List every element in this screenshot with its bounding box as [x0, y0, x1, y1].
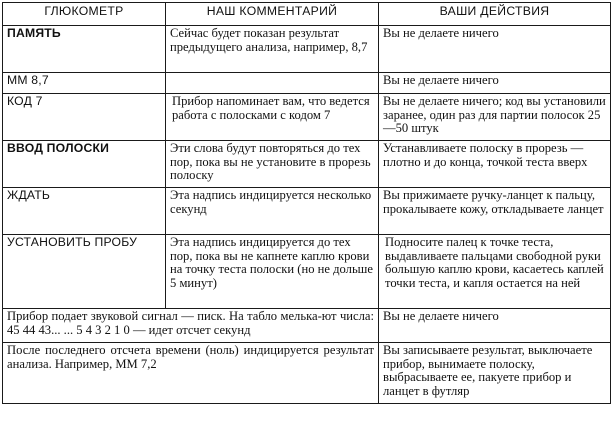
merged-description-text: Прибор подает звуковой сигнал — писк. На табло мелька-ют числа: 45 44 43... ... 5 4 3 2 1 0 — идет отсчет секунд [3, 309, 379, 343]
comment-text: Эта надпись индицируется до тех пор, пока вы не капнете каплю крови на точку теста полоски (но не дольше 5 минут) [166, 235, 379, 309]
table-row [3, 141, 611, 188]
action-text: Устанавливаете полоску в прорезь — плотно и до конца, точкой теста вверх [379, 141, 611, 188]
action-text: Вы не делаете ничего [379, 309, 611, 343]
comment-text: Сейчас будет показан результат предыдущего анализа, например, 8,7 [166, 26, 379, 73]
action-text: Подносите палец к точке теста, выдавливаете пальцами свободной руки большую каплю крови, касаетесь каплей точки теста, и капля остается на ней [379, 235, 611, 309]
table-header-row [3, 3, 611, 26]
action-text: Вы не делаете ничего [379, 26, 611, 73]
action-text: Вы записываете результат, выключаете прибор, вынимаете полоску, выбрасываете ее, пакуете прибор и ланцет в футляр [379, 343, 611, 404]
device-display-text: КОД 7 [3, 94, 166, 141]
comment-text [166, 73, 379, 94]
comment-text: Прибор напоминает вам, что ведется работа с полосками с кодом 7 [166, 94, 379, 141]
table-row [3, 309, 611, 343]
header-comment: НАШ КОММЕНТАРИЙ [166, 3, 379, 26]
header-glucometer: ГЛЮКОМЕТР [3, 3, 166, 26]
glucometer-instructions-table [2, 2, 611, 404]
header-actions: ВАШИ ДЕЙСТВИЯ [379, 3, 611, 26]
action-text: Вы прижимаете ручку-ланцет к пальцу, прокалываете кожу, откладываете ланцет [379, 188, 611, 235]
device-display-text: ВВОД ПОЛОСКИ [3, 141, 166, 188]
table-row [3, 235, 611, 309]
device-display-text: ММ 8,7 [3, 73, 166, 94]
table-row [3, 94, 611, 141]
table-row [3, 343, 611, 404]
comment-text: Эта надпись индицируется несколько секунд [166, 188, 379, 235]
action-text: Вы не делаете ничего [379, 73, 611, 94]
merged-description-text: После последнего отсчета времени (ноль) индицируется результат анализа. Например, ММ 7,2 [3, 343, 379, 404]
table-row [3, 188, 611, 235]
table-row [3, 73, 611, 94]
action-text: Вы не делаете ничего; код вы установили заранее, один раз для партии полосок 25—50 штук [379, 94, 611, 141]
device-display-text: ПАМЯТЬ [3, 26, 166, 73]
comment-text: Эти слова будут повторяться до тех пор, пока вы не установите в прорезь полоску [166, 141, 379, 188]
device-display-text: ЖДАТЬ [3, 188, 166, 235]
table-row [3, 26, 611, 73]
device-display-text: УСТАНОВИТЬ ПРОБУ [3, 235, 166, 309]
